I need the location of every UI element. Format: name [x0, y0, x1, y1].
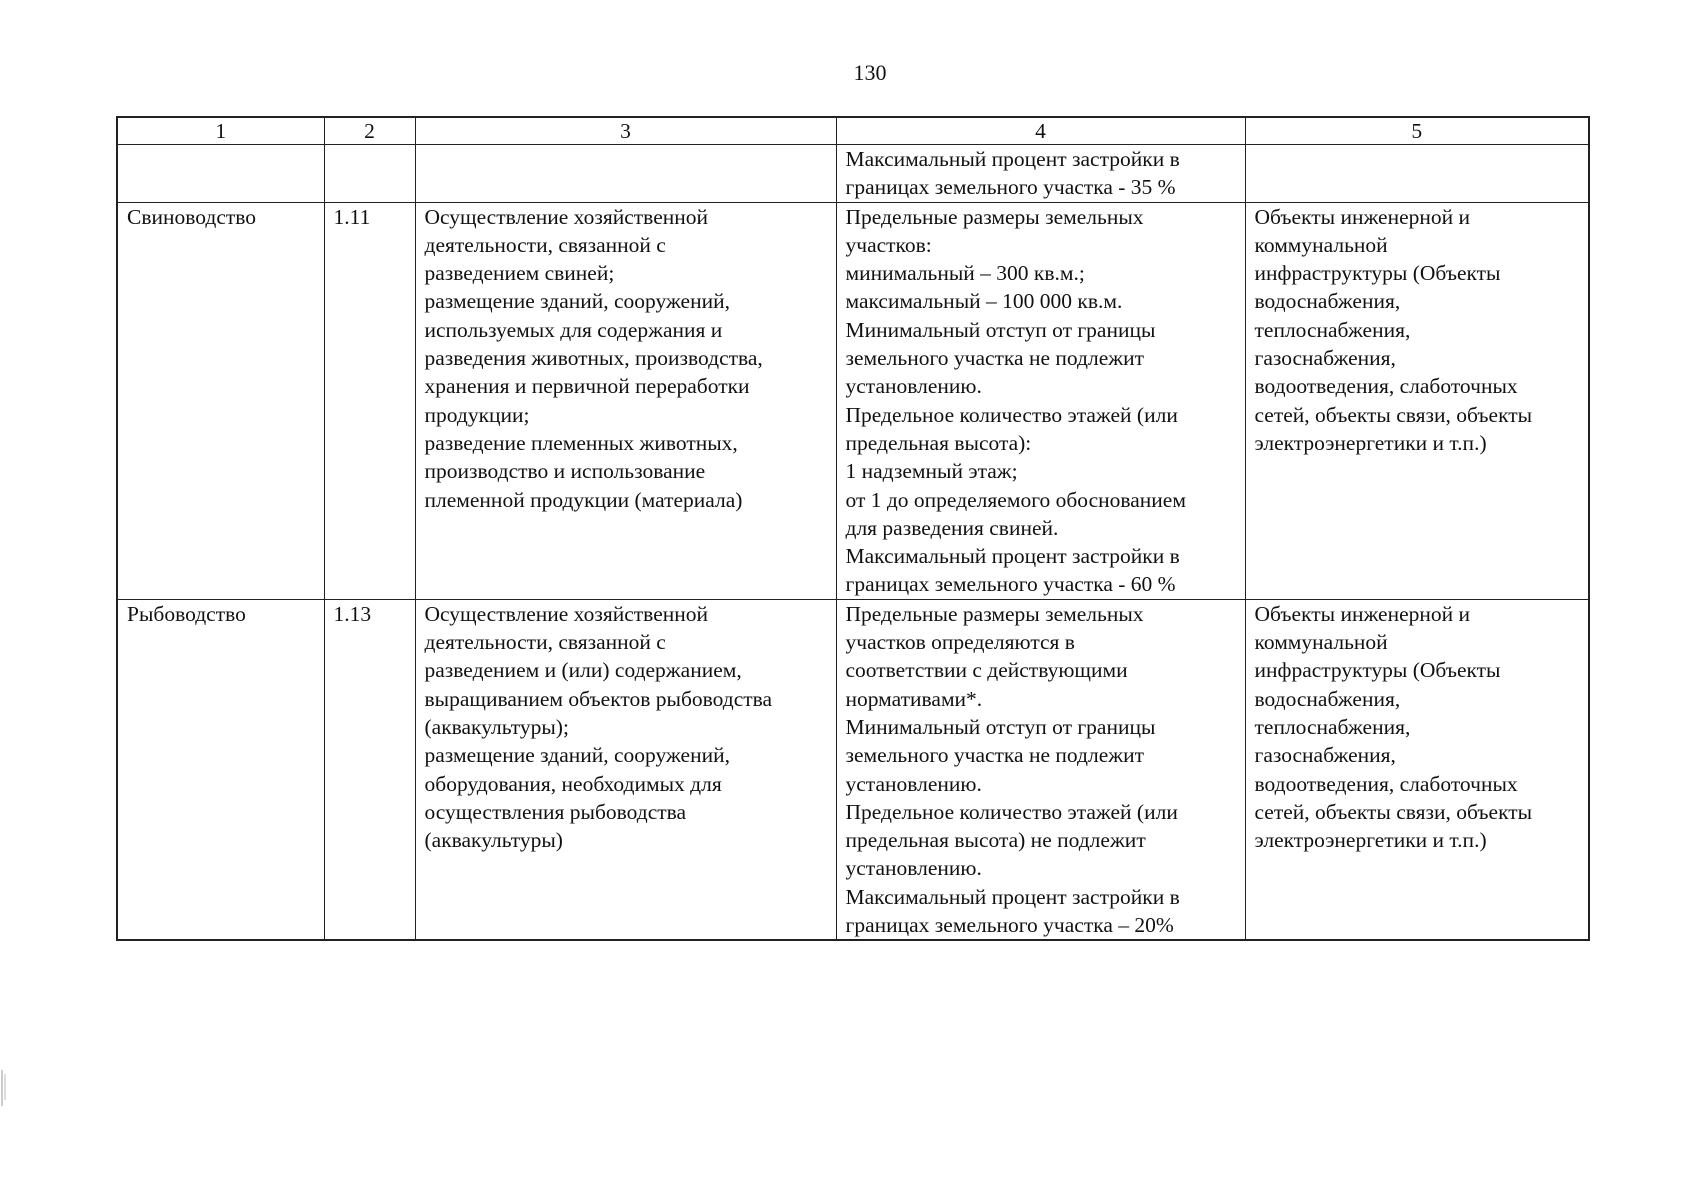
objects-cell: Объекты инженерной и коммунальной инфраструктуры (Объекты водоснабжения, теплоснабжения, газоснабжения, водоотведения, слаботочных сетей, объекты связи, объекты электроэнергетики и т.п.)	[1245, 202, 1589, 599]
objects-cell	[1245, 145, 1589, 203]
use-description-cell: Осуществление хозяйственной деятельности, связанной с разведением свиней; размещение зданий, сооружений, используемых для содержания и разведения животных, производства, хранения и первичной переработки продукции; разведение племенных животных, производство и использование племенной продукции (материала)	[415, 202, 836, 599]
parameters-cell: Предельные размеры земельных участков: минимальный – 300 кв.м.; максимальный – 100 000 кв.м. Минимальный отступ от границы земельного участка не подлежит установлению. Предельное количество этажей (или предельная высота): 1 надземный этаж; от 1 до определяемого обоснованием для разведения свиней. Максимальный процент застройки в границах земельного участка - 60 %	[836, 202, 1245, 599]
parameters-cell: Максимальный процент застройки в границах земельного участка - 35 %	[836, 145, 1245, 203]
table-row	[117, 599, 1589, 940]
table-row	[117, 202, 1589, 599]
column-number-1: 1	[117, 117, 324, 145]
land-use-table	[116, 116, 1590, 941]
page-number: 130	[853, 60, 887, 85]
use-description-cell	[415, 145, 836, 203]
use-code-cell: 1.11	[324, 202, 415, 599]
use-name-cell	[117, 145, 324, 203]
use-code-cell	[324, 145, 415, 203]
column-number-4: 4	[836, 117, 1245, 145]
use-name-cell: Свиноводство	[117, 202, 324, 599]
column-number-3: 3	[415, 117, 836, 145]
table-row	[117, 145, 1589, 203]
use-name-cell: Рыбоводство	[117, 599, 324, 940]
scan-artifact-icon	[0, 1070, 8, 1110]
objects-cell: Объекты инженерной и коммунальной инфраструктуры (Объекты водоснабжения, теплоснабжения, газоснабжения, водоотведения, слаботочных сетей, объекты связи, объекты электроэнергетики и т.п.)	[1245, 599, 1589, 940]
parameters-cell: Предельные размеры земельных участков определяются в соответствии с действующими нормативами*. Минимальный отступ от границы земельного участка не подлежит установлению. Предельное количество этажей (или предельная высота) не подлежит установлению. Максимальный процент застройки в границах земельного участка – 20%	[836, 599, 1245, 940]
column-number-row	[117, 117, 1589, 145]
column-number-5: 5	[1245, 117, 1589, 145]
use-description-cell: Осуществление хозяйственной деятельности, связанной с разведением и (или) содержанием, выращиванием объектов рыбоводства (аквакультуры); размещение зданий, сооружений, оборудования, необходимых для осуществления рыбоводства (аквакультуры)	[415, 599, 836, 940]
use-code-cell: 1.13	[324, 599, 415, 940]
scan-artifact	[0, 1070, 8, 1110]
column-number-2: 2	[324, 117, 415, 145]
